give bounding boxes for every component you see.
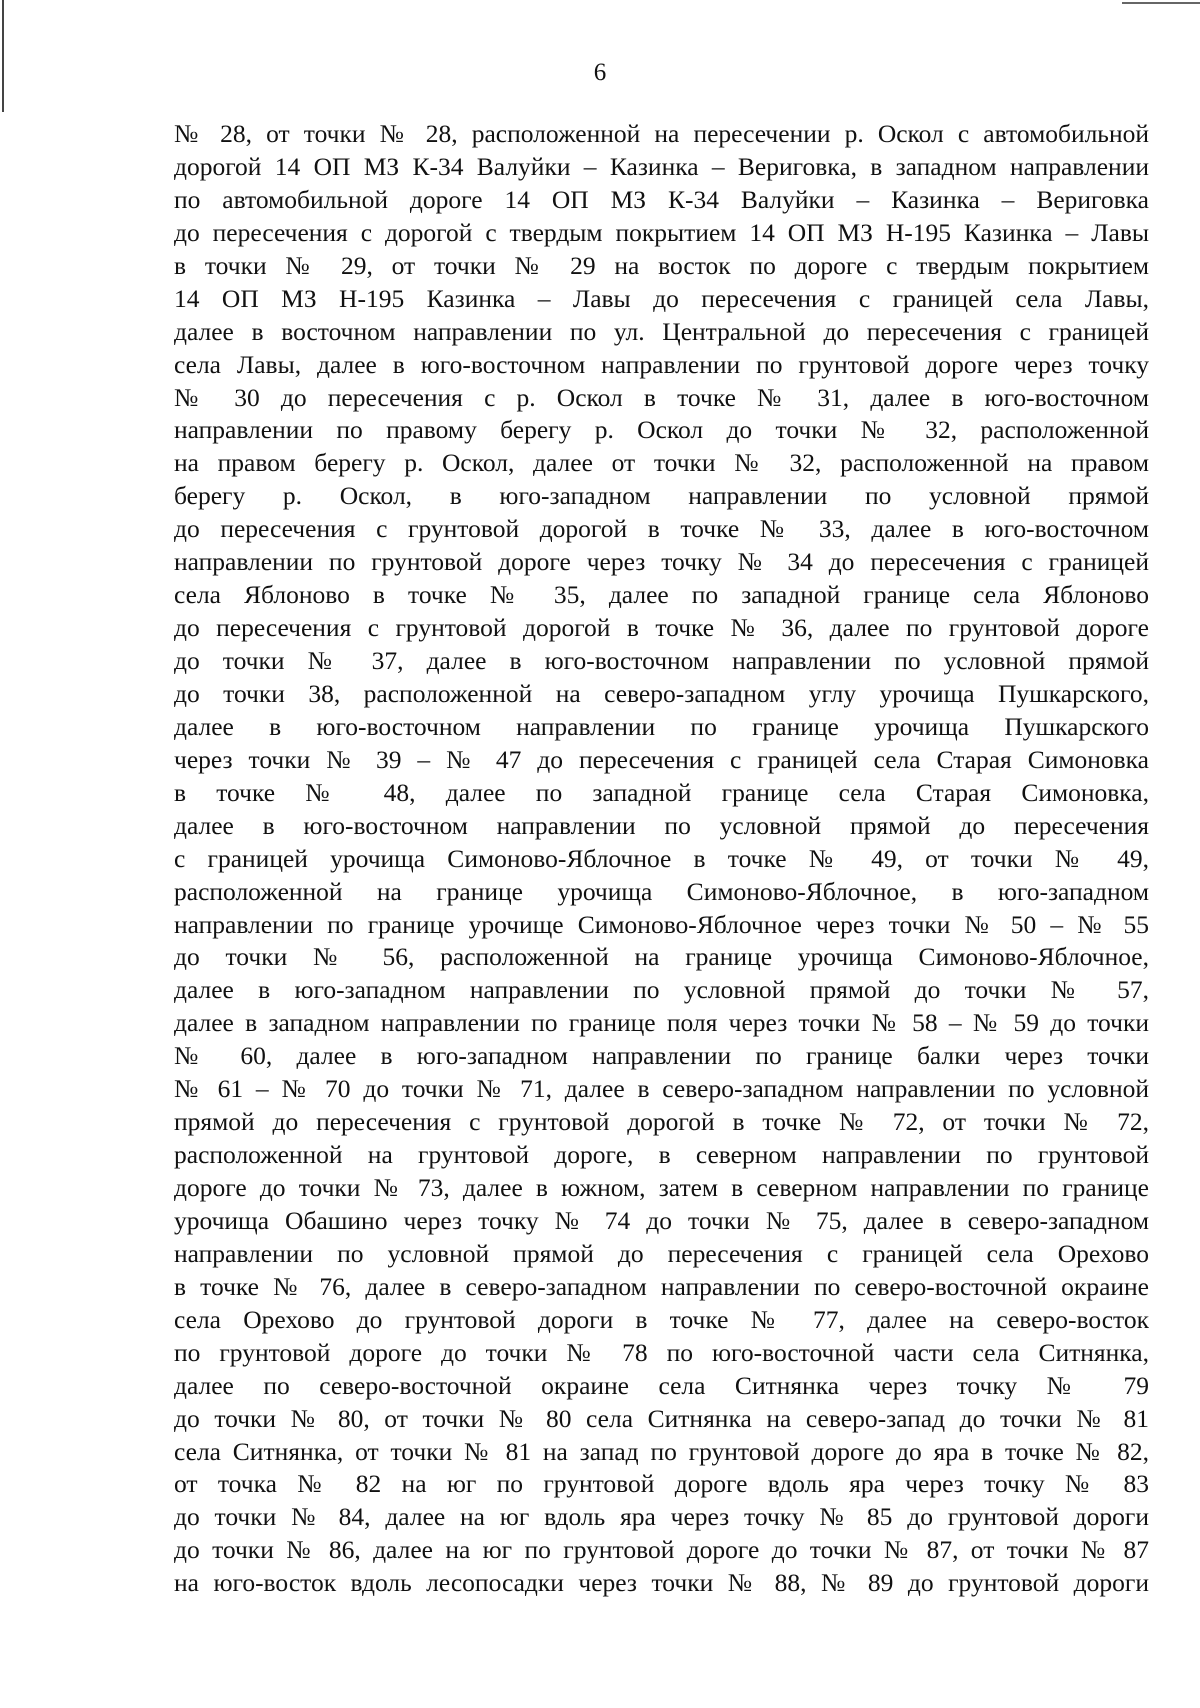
text-line: 14 ОП МЗ Н-195 Казинка – Лавы до пересечения с границей села Лавы, [174, 283, 1149, 313]
text-line: села Ситнянка, от точки № 81 на запад по грунтовой дороге до яра в точке № 82, [174, 1436, 1149, 1466]
text-line: села Лавы, далее в юго-восточном направлении по грунтовой дороге через точку [174, 349, 1149, 379]
text-line: направлении по условной прямой до пересечения с границей села Орехово [174, 1238, 1149, 1268]
text-line: далее в юго-восточном направлении по условной прямой до пересечения [174, 810, 1149, 840]
text-line: на правом берегу р. Оскол, далее от точки № 32, расположенной на правом [174, 448, 1149, 478]
text-line: далее по северо-восточной окраине села Ситнянка через точку № 79 [174, 1370, 1149, 1400]
text-line: до точки № 37, далее в юго-восточном направлении по условной прямой [174, 646, 1149, 675]
text-line: прямой до пересечения с грунтовой дорогой в точке № 72, от точки № 72, [174, 1107, 1149, 1137]
text-line: до точки № 56, расположенной на границе урочища Симоново-Яблочное, [174, 942, 1149, 972]
text-line: далее в западном направлении по границе поля через точки № 58 – № 59 до точки [174, 1008, 1149, 1038]
text-line: далее в восточном направлении по ул. Центральной до пересечения с границей [174, 316, 1149, 346]
text-line: через точки № 39 – № 47 до пересечения с границей села Старая Симоновка [174, 744, 1149, 774]
text-line: далее в юго-западном направлении по условной прямой до точки № 57, [174, 975, 1149, 1005]
text-line: по автомобильной дороге 14 ОП МЗ К-34 Валуйки – Казинка – Вериговка [174, 184, 1149, 214]
text-line: до пересечения с грунтовой дорогой в точке № 33, далее в юго-восточном [174, 514, 1149, 544]
text-line: направлении по правому берегу р. Оскол до точки № 32, расположенной [174, 415, 1149, 445]
scan-edge-left [2, 0, 4, 112]
text-line: села Яблоново в точке № 35, далее по западной границе села Яблоново [174, 580, 1149, 610]
text-line: № 30 до пересечения с р. Оскол в точке № 31, далее в юго-восточном [174, 382, 1149, 412]
text-line: в точке № 48, далее по западной границе села Старая Симоновка, [174, 777, 1149, 807]
text-line: расположенной на границе урочища Симоново-Яблочное, в юго-западном [174, 876, 1149, 906]
scan-edge-top [1122, 2, 1200, 4]
document-body [174, 118, 1149, 1600]
text-line: по грунтовой дороге до точки № 78 по юго-восточной части села Ситнянка, [174, 1337, 1149, 1367]
text-line: урочища Обашино через точку № 74 до точки № 75, далее в северо-западном [174, 1205, 1149, 1235]
text-line: в точки № 29, от точки № 29 на восток по дороге с твердым покрытием [174, 250, 1149, 280]
text-line: дороге до точки № 73, далее в южном, затем в северном направлении по границе [174, 1173, 1149, 1202]
text-line: до точки № 84, далее на юг вдоль яра через точку № 85 до грунтовой дороги [174, 1502, 1149, 1532]
page-number: 6 [593, 59, 607, 86]
text-line: до пересечения с грунтовой дорогой в точке № 36, далее по грунтовой дороге [174, 613, 1149, 643]
text-line: № 60, далее в юго-западном направлении по границе балки через точки [174, 1041, 1149, 1071]
text-line: до точки 38, расположенной на северо-западном углу урочища Пушкарского, [174, 678, 1149, 708]
text-line: направлении по грунтовой дороге через точку № 34 до пересечения с границей [174, 547, 1149, 577]
text-line: до пересечения с дорогой с твердым покрытием 14 ОП МЗ Н-195 Казинка – Лавы [174, 217, 1149, 247]
text-line: с границей урочища Симоново-Яблочное в точке № 49, от точки № 49, [174, 843, 1149, 873]
text-line: далее в юго-восточном направлении по границе урочища Пушкарского [174, 711, 1149, 741]
text-line: от точка № 82 на юг по грунтовой дороге вдоль яра через точку № 83 [174, 1469, 1149, 1499]
text-line: № 28, от точки № 28, расположенной на пересечении р. Оскол с автомобильной [174, 119, 1149, 148]
text-line: в точке № 76, далее в северо-западном направлении по северо-восточной окраине [174, 1271, 1149, 1301]
text-line: дорогой 14 ОП МЗ К-34 Валуйки – Казинка – Вериговка, в западном направлении [174, 151, 1149, 181]
text-line: села Орехово до грунтовой дороги в точке № 77, далее на северо-восток [174, 1304, 1149, 1334]
text-line: № 61 – № 70 до точки № 71, далее в северо-западном направлении по условной [174, 1074, 1149, 1104]
text-line: до точки № 80, от точки № 80 села Ситнянка на северо-запад до точки № 81 [174, 1403, 1149, 1433]
text-line: расположенной на грунтовой дороге, в северном направлении по грунтовой [174, 1140, 1149, 1170]
text-line: на юго-восток вдоль лесопосадки через точки № 88, № 89 до грунтовой дороги [174, 1568, 1149, 1598]
text-line: берегу р. Оскол, в юго-западном направлении по условной прямой [174, 481, 1149, 511]
text-line: до точки № 86, далее на юг по грунтовой дороге до точки № 87, от точки № 87 [174, 1535, 1149, 1565]
text-line: направлении по границе урочище Симоново-Яблочное через точки № 50 – № 55 [174, 909, 1149, 939]
